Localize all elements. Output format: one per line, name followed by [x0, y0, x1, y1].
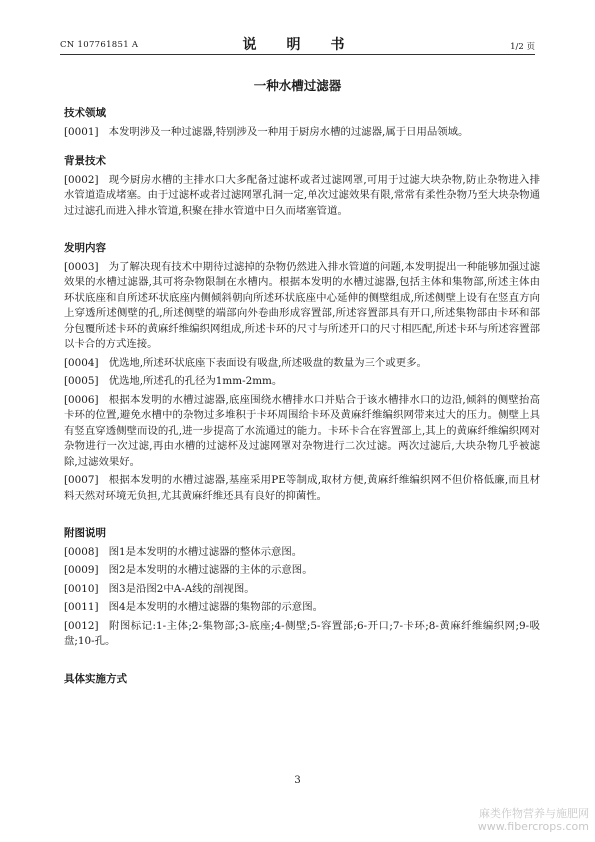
paragraph — [64, 563, 540, 579]
section-heading: 背景技术 — [64, 155, 106, 167]
document-type: 说 明 书 — [242, 37, 353, 53]
page-info: 1/2 页 — [510, 42, 535, 52]
paragraph-number: [0004] — [64, 356, 99, 369]
paragraph-text: 根据本发明的水槽过滤器,基座采用PE等制成,取材方便,黄麻纤维编织网不但价格低廉,而且材料天然对环境无负担,尤其黄麻纤维还具有良好的抑菌性。 — [64, 474, 540, 502]
paragraph-text: 根据本发明的水槽过滤器,底座围绕水槽排水口并贴合于该水槽排水口的边沿,倾斜的侧壁抬高卡环的位置,避免水槽中的杂物过多堆积于卡环周围给卡环及黄麻纤维编织网带来过大的压力。侧壁上具有竖直穿透侧壁而设的孔,进一步提高了水流通过的能力。卡环卡合在容置部上,其上的黄麻纤维编织网对杂物进行一次过滤,再由水槽的过滤杯及过滤网罩对杂物进行二次过滤。两次过滤后,大块杂物几乎被滤除,过滤效果好。 — [64, 393, 540, 468]
paragraph-number: [0003] — [64, 260, 99, 273]
section-heading: 技术领域 — [64, 107, 106, 119]
paragraph-number: [0006] — [64, 393, 99, 406]
header-divider — [60, 54, 535, 55]
paragraph-text: 图2是本发明的水槽过滤器的主体的示意图。 — [108, 564, 313, 576]
paragraph-number: [0010] — [64, 582, 99, 595]
document-title: 一种水槽过滤器 — [253, 78, 342, 93]
paragraph-number: [0012] — [64, 619, 99, 632]
document-body — [64, 106, 540, 690]
paragraph — [64, 473, 540, 504]
section-heading: 具体实施方式 — [64, 672, 127, 685]
section-heading: 附图说明 — [64, 527, 106, 539]
paragraph — [64, 619, 540, 650]
paragraph-text: 优选地,所述环状底座下表面设有吸盘,所述吸盘的数量为三个或更多。 — [108, 356, 427, 369]
paragraph — [64, 173, 540, 220]
paragraph-text: 为了解决现有技术中期待过滤掉的杂物仍然进入排水管道的问题,本发明提出一种能够加强过滤效果的水槽过滤器,其可将杂物限制在水槽内。根据本发明的水槽过滤器,包括主体和集物部,所述主体由环状底座和自所述环状底座内侧倾斜朝向所述环状底座中心延伸的侧壁组成,所述侧壁上设有在竖直方向上穿透所述侧壁的孔,所述侧壁的端部向外卷曲形成容置部,所述容置部具有开口,所述集物部由卡环和部分包覆所述卡环的黄麻纤维编织网组成,所述卡环的尺寸与所述开口的尺寸相匹配,所述卡环与所述容置部以卡合的方式连接。 — [64, 260, 540, 350]
paragraph-text: 优选地,所述孔的孔径为1mm-2mm。 — [108, 375, 283, 387]
patent-number: CN 107761851 A — [60, 40, 139, 50]
paragraph-text: 本发明涉及一种过滤器,特别涉及一种用于厨房水槽的过滤器,属于日用品领域。 — [108, 125, 469, 138]
paragraph — [64, 356, 540, 372]
paragraph-text: 现今厨房水槽的主排水口大多配备过滤杯或者过滤网罩,可用于过滤大块杂物,防止杂物进入排水管道造成堵塞。由于过滤杯或者过滤网罩孔洞一定,单次过滤效果有限,常常有柔性杂物乃至大块杂物通过过滤孔而进入排水管道,积聚在排水管道中日久而堵塞管道。 — [64, 173, 540, 217]
watermark-url: www.fibercrops.com — [477, 820, 589, 833]
paragraph — [64, 374, 540, 390]
page-number: 3 — [294, 775, 301, 786]
paragraph-number: [0001] — [64, 125, 99, 138]
paragraph — [64, 393, 540, 471]
paragraph-number: [0011] — [64, 601, 99, 613]
paragraph — [64, 582, 540, 598]
watermark-line: 麻类作物营养与施肥网 — [479, 807, 589, 820]
paragraph-text: 附图标记:1-主体;2-集物部;3-底座;4-侧壁;5-容置部;6-开口;7-卡环;8-黄麻纤维编织网;9-吸盘;10-孔。 — [64, 619, 540, 647]
section-heading: 发明内容 — [64, 242, 106, 254]
paragraph — [64, 125, 540, 141]
paragraph-number: [0005] — [64, 375, 99, 387]
paragraph-number: [0002] — [64, 173, 99, 186]
paragraph — [64, 260, 540, 353]
paragraph-number: [0007] — [64, 474, 99, 486]
paragraph-text: 图4是本发明的水槽过滤器的集物部的示意图。 — [108, 601, 323, 613]
paragraph-number: [0009] — [64, 564, 99, 576]
paragraph — [64, 545, 540, 561]
paragraph — [64, 600, 540, 616]
paragraph-text: 图1是本发明的水槽过滤器的整体示意图。 — [108, 545, 303, 558]
paragraph-number: [0008] — [64, 545, 99, 558]
watermark — [478, 807, 589, 833]
paragraph-text: 图3是沿图2中A-A线的剖视图。 — [108, 582, 255, 595]
